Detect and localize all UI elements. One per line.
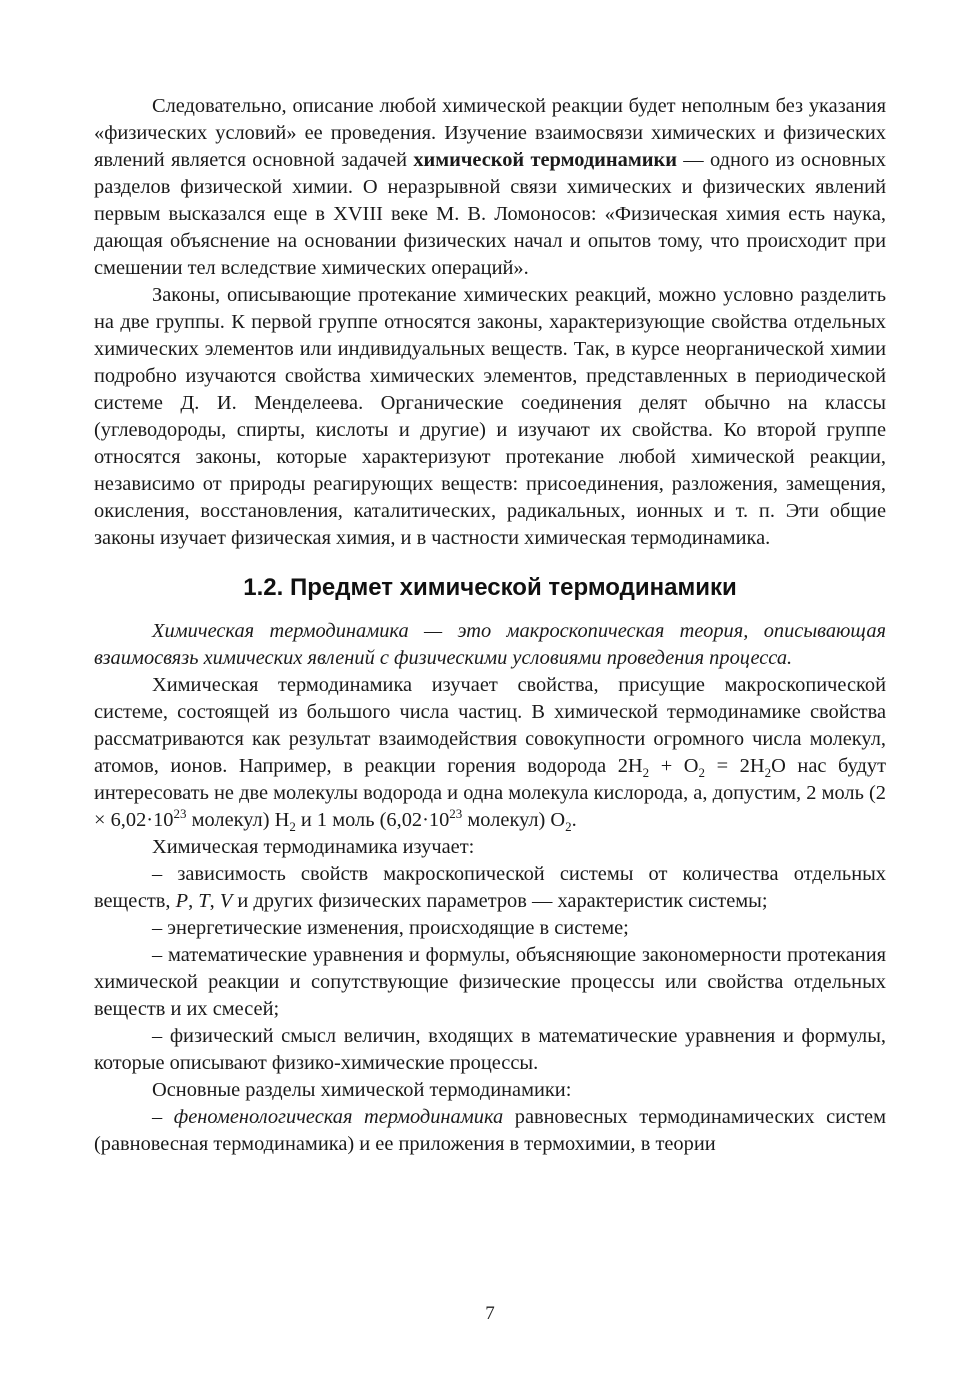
list-item: – феноменологическая термодинамика равновесных термодинамических систем (равновесная термодинамика) и ее приложения в термохимии, в теории	[94, 1106, 886, 1155]
definition-paragraph: Химическая термодинамика — это макроскопическая теория, описывающая взаимосвязь химических явлений с физическими условиями проведения процесса.	[94, 620, 886, 669]
list-item: – математические уравнения и формулы, объясняющие закономерности протекания химической реакции и сопутствующие физические процессы или свойства отдельных веществ и их смесей;	[94, 944, 886, 1020]
paragraph-studies: Химическая термодинамика изучает:	[152, 836, 475, 858]
paragraph-sections: Основные разделы химической термодинамики:	[152, 1079, 572, 1101]
paragraph-laws: Законы, описывающие протекание химических реакций, можно условно разделить на две группы. К первой группе относятся законы, характеризующие свойства отдельных химических элементов или индивидуальных веществ. Так, в курсе неорганической химии подробно изучаются свойства химических элементов, представленных в периодической системе Д. И. Менделеева. Органические соединения делят обычно на классы (углеводороды, спирты, кислоты и другие) и изучают их свойства. Ко второй группе относятся законы, которые характеризуют протекание любой химической реакции, независимо от природы реагирующих веществ: присоединения, разложения, замещения, окисления, восстановления, каталитических, радикальных, ионных и т. п. Эти общие законы изучает физическая химия, и в частности химическая термодинамика.	[94, 284, 886, 549]
list-item: – физический смысл величин, входящих в математические уравнения и формулы, которые описывают физико-химические процессы.	[94, 1025, 886, 1074]
paragraph-macroscopic: Химическая термодинамика изучает свойства, присущие макроскопической системе, состоящей из большого числа частиц. В химической термодинамике свойства рассматриваются как результат взаимодействия совокупности огромного числа молекул, атомов, ионов. Например, в реакции горения водорода $2H_2 + O_2 = 2H_2O$ нас будут интересовать не две молекулы водорода и одна молекула кислорода, а, допустим, 2 моль ($2 \times 6,02\cdot 10^{23}$ молекул) $H_2$ и 1 моль ($6,02\cdot 10^{23}$ молекул) $O_2$.	[94, 674, 886, 834]
page-content	[94, 93, 886, 1158]
bold-term: химической термодинамики	[413, 149, 677, 171]
list-item: – зависимость свойств макроскопической системы от количества отдельных веществ, P, T, V и других физических параметров — характеристик системы;	[94, 863, 886, 912]
paragraph-intro: Следовательно, описание любой химической реакции будет неполным без указания «физических условий» ее проведения. Изучение взаимосвязи химических и физических явлений является основной задачей химической термодинамики — одного из основных разделов физической химии. О неразрывной связи химических и физических явлений первым высказался еще в XVIII веке М. В. Ломоносов: «Физическая химия есть наука, дающая объяснение на основании физических начал и опытов тому, что происходит при смешении тел вследствие химических операций».	[94, 95, 887, 279]
section-heading: 1.2. Предмет химической термодинамики	[243, 574, 737, 601]
page-number: 7	[485, 1303, 495, 1324]
list-item: – энергетические изменения, происходящие в системе;	[152, 917, 629, 939]
